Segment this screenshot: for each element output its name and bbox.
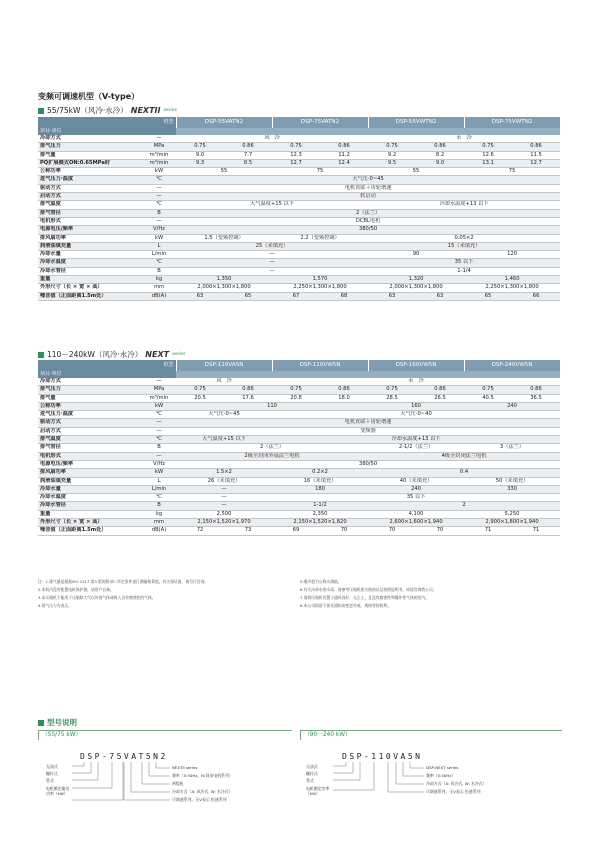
model-label: 可调速系列，无V表示 恒速系列	[426, 789, 481, 794]
table-cell: 380/50	[176, 460, 560, 468]
note-line: 2.本机内没有配置电机保护器，请用户自备。	[38, 587, 114, 592]
row-unit: —	[142, 452, 176, 460]
table-cell: 28.5	[368, 394, 416, 402]
note-line: 5.噪声值为公称实测值。	[300, 579, 342, 584]
table-cell: 330	[464, 485, 560, 493]
row-label: 润滑油填充量	[38, 477, 142, 485]
row-label: 外形尺寸（长 × 宽 × 高）	[38, 284, 142, 292]
table-cell: 55	[176, 168, 272, 176]
table-cell: 0.75	[464, 386, 512, 394]
row-label: 重量	[38, 276, 142, 284]
table-cell: 26（未填充）	[176, 477, 272, 485]
table-cell: 67	[272, 292, 320, 300]
table-cell: 0.86	[512, 143, 560, 151]
row-label: 排气量	[38, 394, 142, 402]
row-unit: L	[142, 477, 176, 485]
model-label: 螺杆式	[46, 771, 58, 776]
row-unit: B	[142, 502, 176, 510]
section2-next-logo: NEXT	[145, 350, 170, 359]
table-cell: 2,900×1,800×1,940	[464, 519, 560, 527]
row-label: 噪音值（正面距离1.5m处）	[38, 292, 142, 300]
table-cell: 0.86	[224, 386, 272, 394]
table-cell: 9.2	[368, 151, 416, 159]
row-label: 公称功率	[38, 168, 142, 176]
model-label: 管式	[46, 778, 54, 783]
row-unit: kW	[142, 168, 176, 176]
table-cell: 66	[512, 292, 560, 300]
table-cell: 65	[224, 292, 272, 300]
table-cell: 240	[368, 485, 464, 493]
model-label: 管式	[306, 778, 314, 783]
table-cell: 3（法兰）	[464, 444, 560, 452]
row-label: 排风扇功率	[38, 469, 142, 477]
header-corner: 机型	[38, 117, 176, 128]
table-cell: 2	[368, 502, 560, 510]
row-unit: —	[142, 217, 176, 225]
note-line: 8.本公司保留不预先通知而变更外观、规格等的权利。	[300, 603, 391, 608]
row-label: 排气温度	[38, 436, 142, 444]
model-label: 可调速系列，无V表示 恒速系列	[172, 797, 227, 802]
model-label: 螺杆式	[306, 771, 318, 776]
table-cell: 9.3	[176, 159, 224, 167]
table-cell: 75	[464, 168, 560, 176]
row-label: 冷却方式	[38, 378, 142, 386]
model-header: DSP-55VWTN2	[368, 117, 464, 128]
table-cell: 2,000×1,300×1,800	[368, 284, 464, 292]
table-cell: 110	[176, 402, 368, 410]
model-label: 冷却方式（A: 风冷式, W: 水冷式）	[426, 781, 487, 786]
table-cell: 35 以下	[368, 259, 560, 267]
table-cell: —	[176, 251, 368, 259]
table-cell: —	[176, 502, 272, 510]
table-cell: 0.05×2	[368, 234, 560, 242]
table-cell: 11.5	[512, 151, 560, 159]
row-unit: —	[142, 184, 176, 192]
row-label: 冷却水量	[38, 485, 142, 493]
section1-title: 55/75kW（风冷·水冷）	[47, 106, 128, 115]
row-label: 驱动方式	[38, 419, 142, 427]
row-unit: MPa	[142, 386, 176, 394]
note-line: 注：1.排气量是根据ISO 1217 第3 版的附录C 所定条件进行测量换算值。有关保证值，请另行咨询。	[38, 579, 209, 584]
row-unit: L	[142, 242, 176, 250]
table-cell: 71	[464, 527, 512, 535]
model-label: 频率（5:50Hz，N:同步电机系列）	[172, 773, 233, 778]
table-cell: 11.2	[320, 151, 368, 159]
table-cell: 63	[416, 292, 464, 300]
table-cell: DCBL电机	[176, 217, 560, 225]
row-unit: ℃	[142, 259, 176, 267]
table-cell: 4级全封闭法兰电机	[368, 452, 560, 460]
table-cell: 55	[368, 168, 464, 176]
table-cell: 90	[368, 251, 464, 259]
table-cell: 0.75	[176, 143, 224, 151]
model-tab-90-240: （90－240 kW）	[300, 730, 562, 740]
note-line: 7.请将压缩机设置于通风良好、无尘土、且没有腐蚀性和爆炸性气体的室内。	[300, 595, 429, 600]
model-header: DSP-55VATN2	[176, 117, 272, 128]
model-label: 冷却方式（A: 风冷式, W: 水冷式）	[172, 789, 233, 794]
table-cell: —	[176, 485, 272, 493]
table-cell: 冷却水温度+13 以下	[368, 201, 560, 209]
table-cell: 20.8	[272, 394, 320, 402]
model-label: 频率（5:50Hz）	[426, 773, 456, 778]
model-label: 无油式	[46, 764, 58, 769]
table-cell: 7.7	[224, 151, 272, 159]
row-unit: ℃	[142, 201, 176, 209]
table-cell: 2,150×1,520×1,820	[272, 519, 368, 527]
row-unit: —	[142, 419, 176, 427]
row-label: 排气压力	[38, 386, 142, 394]
row-unit: V/Hz	[142, 226, 176, 234]
row-unit: B	[142, 267, 176, 275]
table-cell: 冷却水温度+13 以下	[272, 436, 560, 444]
table-cell: 1,460	[464, 276, 560, 284]
row-unit: V/Hz	[142, 460, 176, 468]
table-cell: 电机直联＋齿轮增速	[176, 184, 560, 192]
table-cell: 1.5×2	[176, 469, 272, 477]
row-unit: m³/min	[142, 394, 176, 402]
model-header: DSP-110VW5N	[272, 360, 368, 371]
row-unit: —	[142, 193, 176, 201]
table-cell: 1.5（变频控制）	[176, 234, 272, 242]
table-cell: 240	[464, 402, 560, 410]
table-cell: 70	[368, 527, 416, 535]
row-label: 外形尺寸（长 × 宽 × 高）	[38, 519, 142, 527]
row-label: 电源电压/频率	[38, 226, 142, 234]
table-cell: 0.4	[368, 469, 560, 477]
table-cell: 大气压·0~45	[176, 411, 272, 419]
table-cell: 2.2（变频控制）	[272, 234, 368, 242]
model-tab-55-75: （55/75 kW）	[38, 730, 292, 740]
row-label: PQ扩展模式ON:0.65MPa时	[38, 159, 142, 167]
table-cell: 变频器	[176, 427, 560, 435]
row-label: 排风扇功率	[38, 234, 142, 242]
table-cell: 13.1	[464, 159, 512, 167]
table-cell: 63	[176, 292, 224, 300]
model-code-55-75: DSP-75VAT5N2	[80, 752, 168, 761]
table-cell: 380/50	[176, 226, 560, 234]
table-cell: 2,600×1,600×1,940	[368, 519, 464, 527]
table-cell: 0.86	[320, 143, 368, 151]
table-cell: 8.5	[224, 159, 272, 167]
table-cell: 26.5	[416, 394, 464, 402]
row-unit: B	[142, 444, 176, 452]
model-header: DSP-75VATN2	[272, 117, 368, 128]
model-label: 电机额定功率（kW）	[306, 786, 330, 796]
table-cell: 大气温度+15 以下	[176, 201, 368, 209]
table-cell: 17.6	[224, 394, 272, 402]
table-cell: 120	[464, 251, 560, 259]
row-unit: ℃	[142, 494, 176, 502]
table-cell: 1-1/4	[368, 267, 560, 275]
header-corner-item: 项目·单位	[38, 128, 176, 135]
table-cell: 大气压·0~45	[176, 176, 560, 184]
section2-series-logo: series	[172, 352, 186, 357]
model-label: NEXTII series	[172, 765, 198, 770]
table-cell: 180	[272, 485, 368, 493]
table-cell: 63	[368, 292, 416, 300]
table-cell: 12.4	[320, 159, 368, 167]
table-cell: 9.5	[368, 159, 416, 167]
row-label: 进气压力·温度	[38, 176, 142, 184]
row-unit: m³/min	[142, 151, 176, 159]
model-header: DSP-110VA5N	[176, 360, 272, 371]
model-label: DSP-NEXT series	[426, 765, 459, 770]
table-cell: 0.75	[368, 143, 416, 151]
table-cell: 40（未填充）	[368, 477, 464, 485]
table-cell: 12.7	[512, 159, 560, 167]
table-cell: 风 冷	[176, 378, 272, 386]
row-label: 冷却水量	[38, 251, 142, 259]
table-cell: 0.75	[368, 386, 416, 394]
table-cell: 0.75	[272, 143, 320, 151]
model-header: DSP-160VW5N	[368, 360, 464, 371]
model-label: 两级机	[172, 781, 184, 786]
table-cell: 12.7	[272, 159, 320, 167]
table-cell: 20.5	[176, 394, 224, 402]
table-cell: 9.0	[416, 159, 464, 167]
model-code-90-240: DSP-110VA5N	[342, 752, 423, 761]
table-cell: 73	[224, 527, 272, 535]
table-cell: 0.75	[464, 143, 512, 151]
row-label: 排气压力	[38, 143, 142, 151]
table-cell: 2,000×1,300×1,800	[176, 284, 272, 292]
table-cell: 2-1/2（法兰）	[368, 444, 464, 452]
table-cell: 18.0	[320, 394, 368, 402]
page-title: 变频可调速机型（V-type）	[38, 92, 140, 101]
row-unit: kg	[142, 276, 176, 284]
row-label: 排气量	[38, 151, 142, 159]
model-label: 电机额定输出功率（kW）	[46, 786, 70, 796]
table-cell: 15（未填充）	[368, 242, 560, 250]
row-label: 冷却方式	[38, 135, 142, 143]
row-unit: dB(A)	[142, 527, 176, 535]
table-cell: 70	[320, 527, 368, 535]
table-cell: 35 以下	[272, 494, 560, 502]
row-unit: kW	[142, 402, 176, 410]
table-cell: 5,250	[464, 510, 560, 518]
row-label: 重量	[38, 510, 142, 518]
row-label: 排气温度	[38, 201, 142, 209]
table-cell: 2（法兰）	[176, 209, 560, 217]
table-cell: 71	[512, 527, 560, 535]
row-unit: ℃	[142, 411, 176, 419]
table-cell: 0.86	[512, 386, 560, 394]
model-header: DSP-75VWTN2	[464, 117, 560, 128]
row-unit: mm	[142, 519, 176, 527]
row-unit: —	[142, 378, 176, 386]
table-cell: 69	[272, 527, 320, 535]
row-label: 电源电压/频率	[38, 460, 142, 468]
table-cell: 1,350	[176, 276, 272, 284]
section1-next-logo: NEXTII	[130, 106, 161, 115]
table-cell: 75	[272, 168, 368, 176]
table-cell: 大气温度+15 以下	[176, 436, 272, 444]
table-cell: 电机直联＋齿轮增速	[176, 419, 560, 427]
row-unit: —	[142, 427, 176, 435]
row-unit: L/min	[142, 251, 176, 259]
row-label: 进气压力·温度	[38, 411, 142, 419]
row-label: 排气管径	[38, 444, 142, 452]
model-label: 无油式	[306, 764, 318, 769]
row-label: 冷却水管径	[38, 267, 142, 275]
note-line: 6.有关冷却水的水质，请参考压缩机相关指南以及按照说明书，或请咨询我公司。	[300, 587, 437, 592]
table-cell: 0.86	[224, 143, 272, 151]
row-unit: kW	[142, 234, 176, 242]
header-corner-item: 项目·单位	[38, 371, 176, 378]
row-label: 电机形式	[38, 217, 142, 225]
table-cell: 70	[416, 527, 464, 535]
note-line: 3.本压缩机不能用于压缩除大气以外的气体或吸入含有腐蚀性的气体。	[38, 595, 156, 600]
row-unit: ℃	[142, 176, 176, 184]
table-cell: 1-1/2	[272, 502, 368, 510]
row-label: 公称功率	[38, 402, 142, 410]
table-cell: 50（未填充）	[464, 477, 560, 485]
row-unit: kg	[142, 510, 176, 518]
table-cell: 40.5	[464, 394, 512, 402]
row-unit: MPa	[142, 143, 176, 151]
table-cell: 8.2	[416, 151, 464, 159]
table-cell: 2（法兰）	[176, 444, 368, 452]
table-cell: 大气压·0~40	[272, 411, 560, 419]
table-cell: 0.75	[176, 386, 224, 394]
row-unit: m³/min	[142, 159, 176, 167]
table-cell: 风 冷	[176, 135, 368, 143]
table-cell: 2级全封闭外扇法兰电机	[176, 452, 368, 460]
table-cell: 0.86	[416, 143, 464, 151]
table-cell: 0.2×2	[272, 469, 368, 477]
table-cell: 9.0	[176, 151, 224, 159]
row-label: 驱动方式	[38, 184, 142, 192]
row-label: 排气管径	[38, 209, 142, 217]
table-cell: —	[176, 267, 368, 275]
row-label: 启动方式	[38, 193, 142, 201]
table-cell: 2,250×1,300×1,800	[464, 284, 560, 292]
table-cell: 1,320	[368, 276, 464, 284]
note-line: 4.排气压力为表压。	[38, 603, 72, 608]
section2-title: 110－240kW（风冷·水冷）	[47, 350, 143, 359]
table-cell: 软启动	[176, 193, 560, 201]
table-cell: 12.6	[464, 151, 512, 159]
table-cell: 68	[320, 292, 368, 300]
table-cell: 72	[176, 527, 224, 535]
row-label: 启动方式	[38, 427, 142, 435]
table-cell: 4,100	[368, 510, 464, 518]
table-cell: 36.5	[512, 394, 560, 402]
table-cell: —	[176, 494, 272, 502]
table-cell: 0.86	[416, 386, 464, 394]
row-label: 噪音值（正面距离1.5m处）	[38, 527, 142, 535]
table-cell: 16（未填充）	[272, 477, 368, 485]
table-cell: 2,500	[176, 510, 272, 518]
row-unit: B	[142, 209, 176, 217]
table-cell: 25（未填充）	[176, 242, 368, 250]
model-desc-title: 型号说明	[47, 718, 77, 727]
table-cell: 65	[464, 292, 512, 300]
table-cell: 12.3	[272, 151, 320, 159]
table-cell: 2,150×1,520×1,970	[176, 519, 272, 527]
row-unit: mm	[142, 284, 176, 292]
section1-series-logo: series	[163, 108, 177, 113]
table-cell: 1,570	[272, 276, 368, 284]
table-cell: 水 冷	[368, 135, 560, 143]
table-cell: 160	[368, 402, 464, 410]
model-header: DSP-240VW5N	[464, 360, 560, 371]
table-cell: 0.86	[320, 386, 368, 394]
table-cell: 2,350	[272, 510, 368, 518]
row-label: 电机形式	[38, 452, 142, 460]
row-label: 润滑油填充量	[38, 242, 142, 250]
row-unit: kW	[142, 469, 176, 477]
header-corner: 机型	[38, 360, 176, 371]
row-unit: ℃	[142, 436, 176, 444]
table-cell: 0.75	[272, 386, 320, 394]
row-unit: —	[142, 135, 176, 143]
table-cell: 水 冷	[272, 378, 560, 386]
table-cell: 2,250×1,300×1,800	[272, 284, 368, 292]
row-label: 冷却水温度	[38, 494, 142, 502]
row-label: 冷却水温度	[38, 259, 142, 267]
row-unit: L/min	[142, 485, 176, 493]
row-unit: dB(A)	[142, 292, 176, 300]
table-cell: —	[176, 259, 368, 267]
row-label: 冷却水管径	[38, 502, 142, 510]
